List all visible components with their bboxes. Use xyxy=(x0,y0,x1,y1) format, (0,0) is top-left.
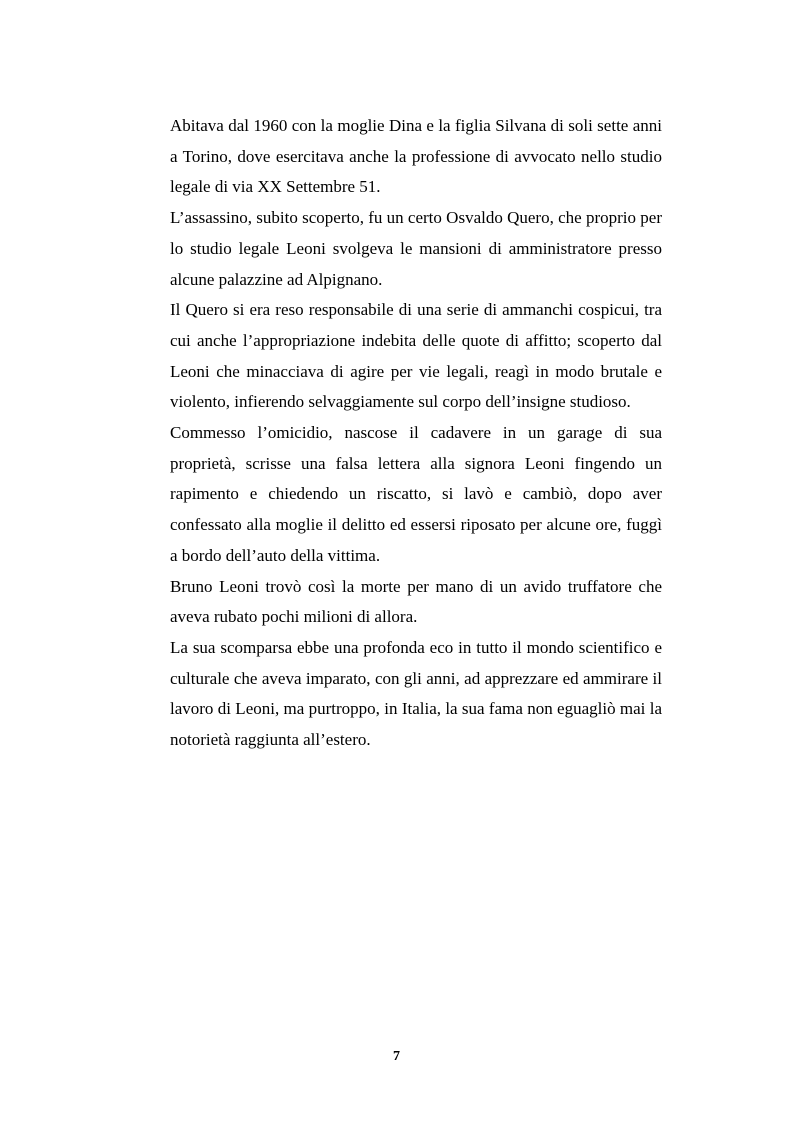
paragraph: Abitava dal 1960 con la moglie Dina e la figlia Silvana di soli sette anni a Torino, dove esercitava anche la professione di avvocato nello studio legale di via XX Settembre 51. xyxy=(170,116,662,197)
page-number: 7 xyxy=(393,1049,400,1064)
paragraph: La sua scomparsa ebbe una profonda eco in tutto il mondo scientifico e culturale che aveva imparato, con gli anni, ad apprezzare ed ammirare il lavoro di Leoni, ma purtroppo, in Italia, la sua fama non eguagliò mai la notorietà raggiunta all’estero. xyxy=(170,637,662,750)
paragraph: Commesso l’omicidio, nascose il cadavere in un garage di sua proprietà, scrisse una falsa lettera alla signora Leoni fingendo un rapimento e chiedendo un riscatto, si lavò e cambiò, dopo aver confessato alla moglie il delitto ed essersi riposato per alcune ore, fuggì a bordo dell’auto della vittima. xyxy=(170,423,662,565)
paragraph: L’assassino, subito scoperto, fu un certo Osvaldo Quero, che proprio per lo studio legale Leoni svolgeva le mansioni di amministratore presso alcune palazzine ad Alpignano. xyxy=(170,208,662,289)
body-text xyxy=(170,111,662,756)
paragraph: Il Quero si era reso responsabile di una serie di ammanchi cospicui, tra cui anche l’appropriazione indebita delle quote di affitto; scoperto dal Leoni che minacciava di agire per vie legali, reagì in modo brutale e violento, infierendo selvaggiamente sul corpo dell’insigne studioso. xyxy=(170,300,662,412)
paragraph: Bruno Leoni trovò così la morte per mano di un avido truffatore che aveva rubato pochi milioni di allora. xyxy=(170,576,662,627)
